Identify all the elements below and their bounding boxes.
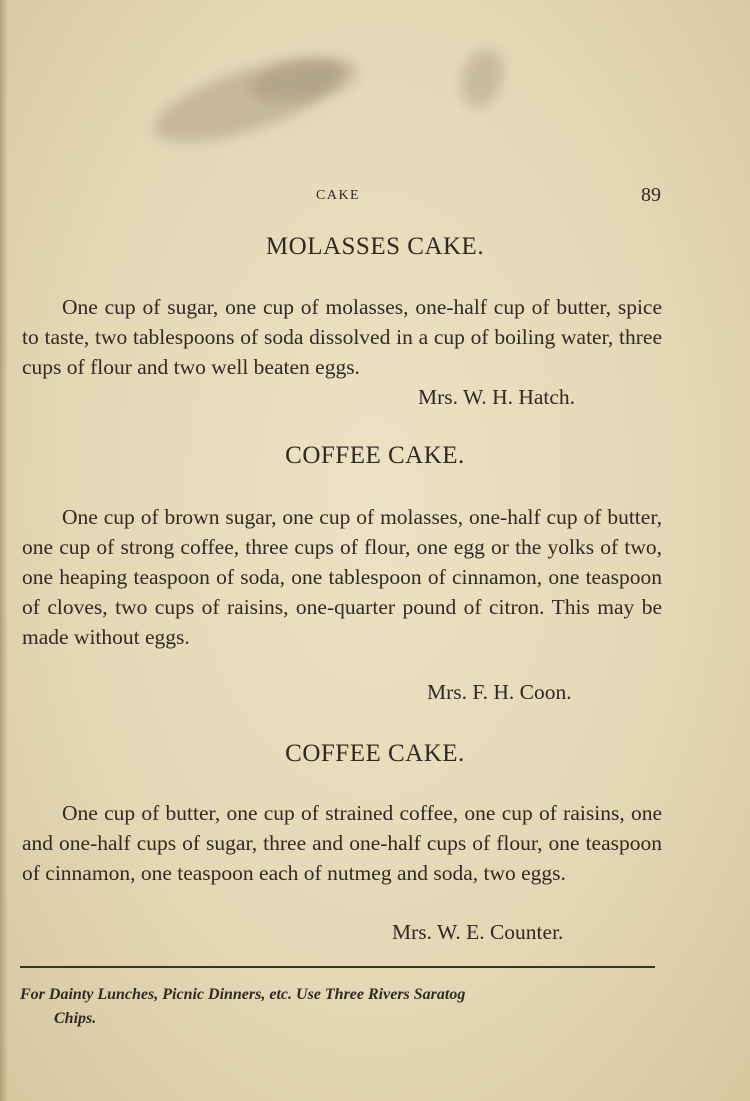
ad-line-1: For Dainty Lunches, Picnic Dinners, etc. Use Three Rivers Saratog (20, 986, 466, 1003)
recipe-title: MOLASSES CAKE. (265, 233, 485, 260)
running-header (0, 186, 750, 210)
recipe-author: Mrs. W. H. Hatch. (418, 385, 576, 409)
footer-divider (20, 966, 655, 968)
recipe-author: Mrs. F. H. Coon. (427, 680, 572, 704)
recipe-author: Mrs. W. E. Counter. (392, 920, 564, 944)
footer-advertisement (20, 983, 660, 1031)
recipe-text: One cup of sugar, one cup of molasses, one-half cup of butter, spice to taste, two tablespoons of soda dissolved in a cup of boiling water, three cups of flour and two well beaten eggs. (22, 295, 662, 379)
recipe-text: One cup of butter, one cup of strained coffee, one cup of raisins, one and one-half cups of sugar, three and one-half cups of flour, one teaspoon of cinnamon, one teaspoon each of nutmeg and soda, two eggs. (22, 801, 662, 885)
page-number: 89 (641, 184, 661, 206)
recipe-title: COFFEE CAKE. (285, 740, 465, 767)
section-title: CAKE (316, 188, 361, 203)
water-stain (455, 44, 509, 112)
page-edge-shadow (0, 0, 8, 1101)
recipe-text: One cup of brown sugar, one cup of molasses, one-half cup of butter, one cup of strong coffee, three cups of flour, one egg or the yolks of two, one heaping teaspoon of soda, one tablespoon of cinnamon, one teaspoon of cloves, two cups of raisins, one-quarter pound of citron. This may be made without eggs. (22, 505, 662, 649)
recipe-title: COFFEE CAKE. (285, 442, 465, 469)
ad-line-2: Chips. (54, 1010, 97, 1027)
